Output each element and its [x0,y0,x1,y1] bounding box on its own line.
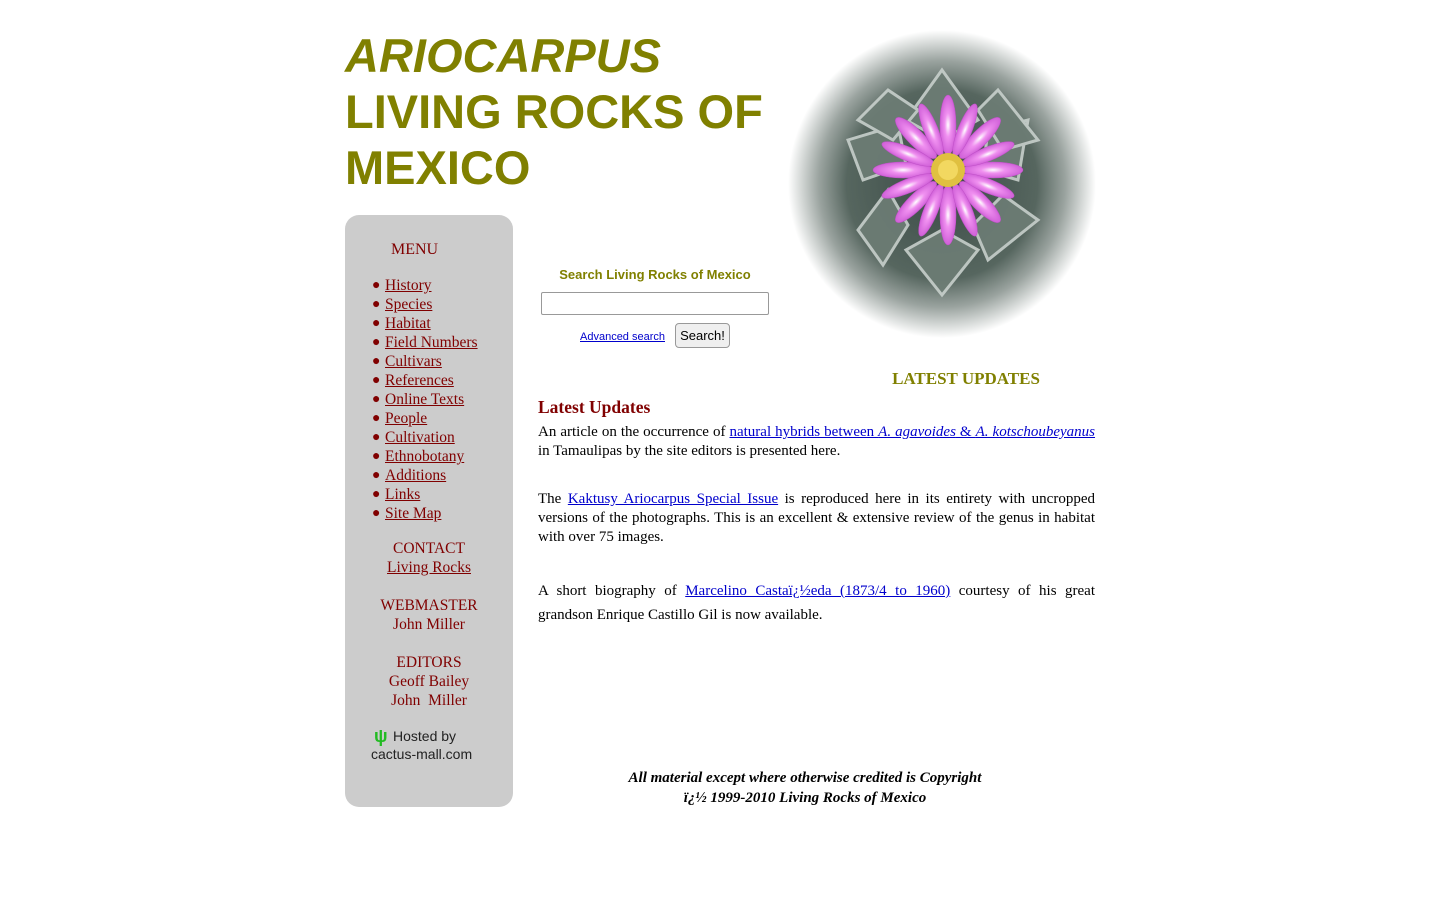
latest-updates-subheading: Latest Updates [538,397,651,417]
menu-link-ethnobotany[interactable]: Ethnobotany [385,448,465,465]
search-label: Search Living Rocks of Mexico [559,267,751,282]
cactus-flower-image [788,30,1096,338]
cactus-icon: ψ [374,726,388,746]
contact-title: CONTACT [393,540,465,557]
webmaster-block [345,596,513,634]
bullet-icon: ● [372,373,381,388]
bullet-icon: ● [372,411,381,426]
menu-item-field-numbers [372,333,478,352]
update-text: A short biography of [538,583,686,599]
contact-block [345,539,513,577]
search-input[interactable] [541,292,769,315]
menu-item-habitat [372,314,478,333]
menu-link-references[interactable]: References [385,372,454,389]
bullet-icon: ● [372,354,381,369]
bullet-icon: ● [372,430,381,445]
menu-link-people[interactable]: People [385,410,428,427]
menu-link-site-map[interactable]: Site Map [385,505,442,522]
editor-name: John Miller [391,692,467,709]
menu-item-links [372,485,478,504]
menu-link-habitat[interactable]: Habitat [385,315,431,332]
bullet-icon: ● [372,278,381,293]
bullet-icon: ● [372,506,381,521]
menu-item-cultivation [372,428,478,447]
update-paragraph-biography [538,579,1095,627]
menu-link-links[interactable]: Links [385,486,421,503]
bullet-icon: ● [372,392,381,407]
menu-list [372,276,478,523]
copyright-line-1: All material except where otherwise credited is Copyright [628,770,982,786]
link-text: & [955,424,976,440]
menu-link-cultivars[interactable]: Cultivars [385,353,442,370]
menu-item-people [372,409,478,428]
webmaster-name: John Miller [393,616,465,633]
menu-link-cultivation[interactable]: Cultivation [385,429,455,446]
menu-item-additions [372,466,478,485]
latest-updates-heading: LATEST UPDATES [892,369,1040,388]
kaktusy-issue-link[interactable]: Kaktusy Ariocarpus Special Issue [567,491,779,507]
bullet-icon: ● [372,335,381,350]
menu-item-species [372,295,478,314]
bullet-icon: ● [372,487,381,502]
update-text: The [538,491,568,507]
bullet-icon: ● [372,297,381,312]
menu-item-references [372,371,478,390]
update-text: is reproduced here in its entirety with uncropped versions of the photographs. This is an excellent & extensive review of the genus in habitat with over 75 images. [538,491,1095,545]
hosted-by-badge[interactable] [371,727,491,763]
advanced-search-link[interactable]: Advanced search [580,331,665,343]
bullet-icon: ● [372,449,381,464]
copyright-line-2: ï¿½ 1999-2010 Living Rocks of Mexico [683,790,927,806]
link-species-text: A. agavoides [878,424,956,440]
update-text: courtesy of his great grandson Enrique Castillo Gil is now available. [538,583,1095,623]
title-line-2: LIVING ROCKS OF [345,85,763,138]
link-text: natural hybrids between [729,424,879,440]
menu-item-online-texts [372,390,478,409]
update-paragraph-kaktusy [538,490,1095,547]
search-button[interactable]: Search! [675,323,730,348]
menu-item-history [372,276,478,295]
editor-name: Geoff Bailey [388,673,470,690]
hosted-by-text: Hosted by [393,728,457,744]
menu-link-history[interactable]: History [385,277,432,294]
contact-link[interactable]: Living Rocks [387,559,471,576]
menu-title: MENU [391,241,439,258]
update-text: An article on the occurrence of [538,424,730,440]
sidebar-menu [345,215,513,807]
menu-link-species[interactable]: Species [385,296,433,313]
title-line-genus: ARIOCARPUS [345,29,661,82]
menu-link-field-numbers[interactable]: Field Numbers [385,334,478,351]
title-line-3: MEXICO [345,141,531,194]
hybrids-article-link[interactable] [729,424,1095,440]
biography-link[interactable]: Marcelino Castaï¿½eda (1873/4 to 1960) [685,583,951,599]
bullet-icon: ● [372,468,381,483]
bullet-icon: ● [372,316,381,331]
update-text: in Tamaulipas by the site editors is presented here. [538,443,841,459]
editors-title: EDITORS [396,654,462,671]
menu-item-ethnobotany [372,447,478,466]
hosted-by-domain: cactus-mall.com [371,746,473,762]
copyright-footer [560,768,1050,808]
update-paragraph-hybrids [538,423,1095,461]
menu-item-cultivars [372,352,478,371]
webmaster-title: WEBMASTER [380,597,478,614]
menu-link-online-texts[interactable]: Online Texts [385,391,465,408]
site-title [345,28,763,196]
editors-block [345,653,513,710]
link-species-text: A. kotschoubeyanus [975,424,1096,440]
menu-link-additions[interactable]: Additions [385,467,447,484]
menu-item-site-map [372,504,478,523]
